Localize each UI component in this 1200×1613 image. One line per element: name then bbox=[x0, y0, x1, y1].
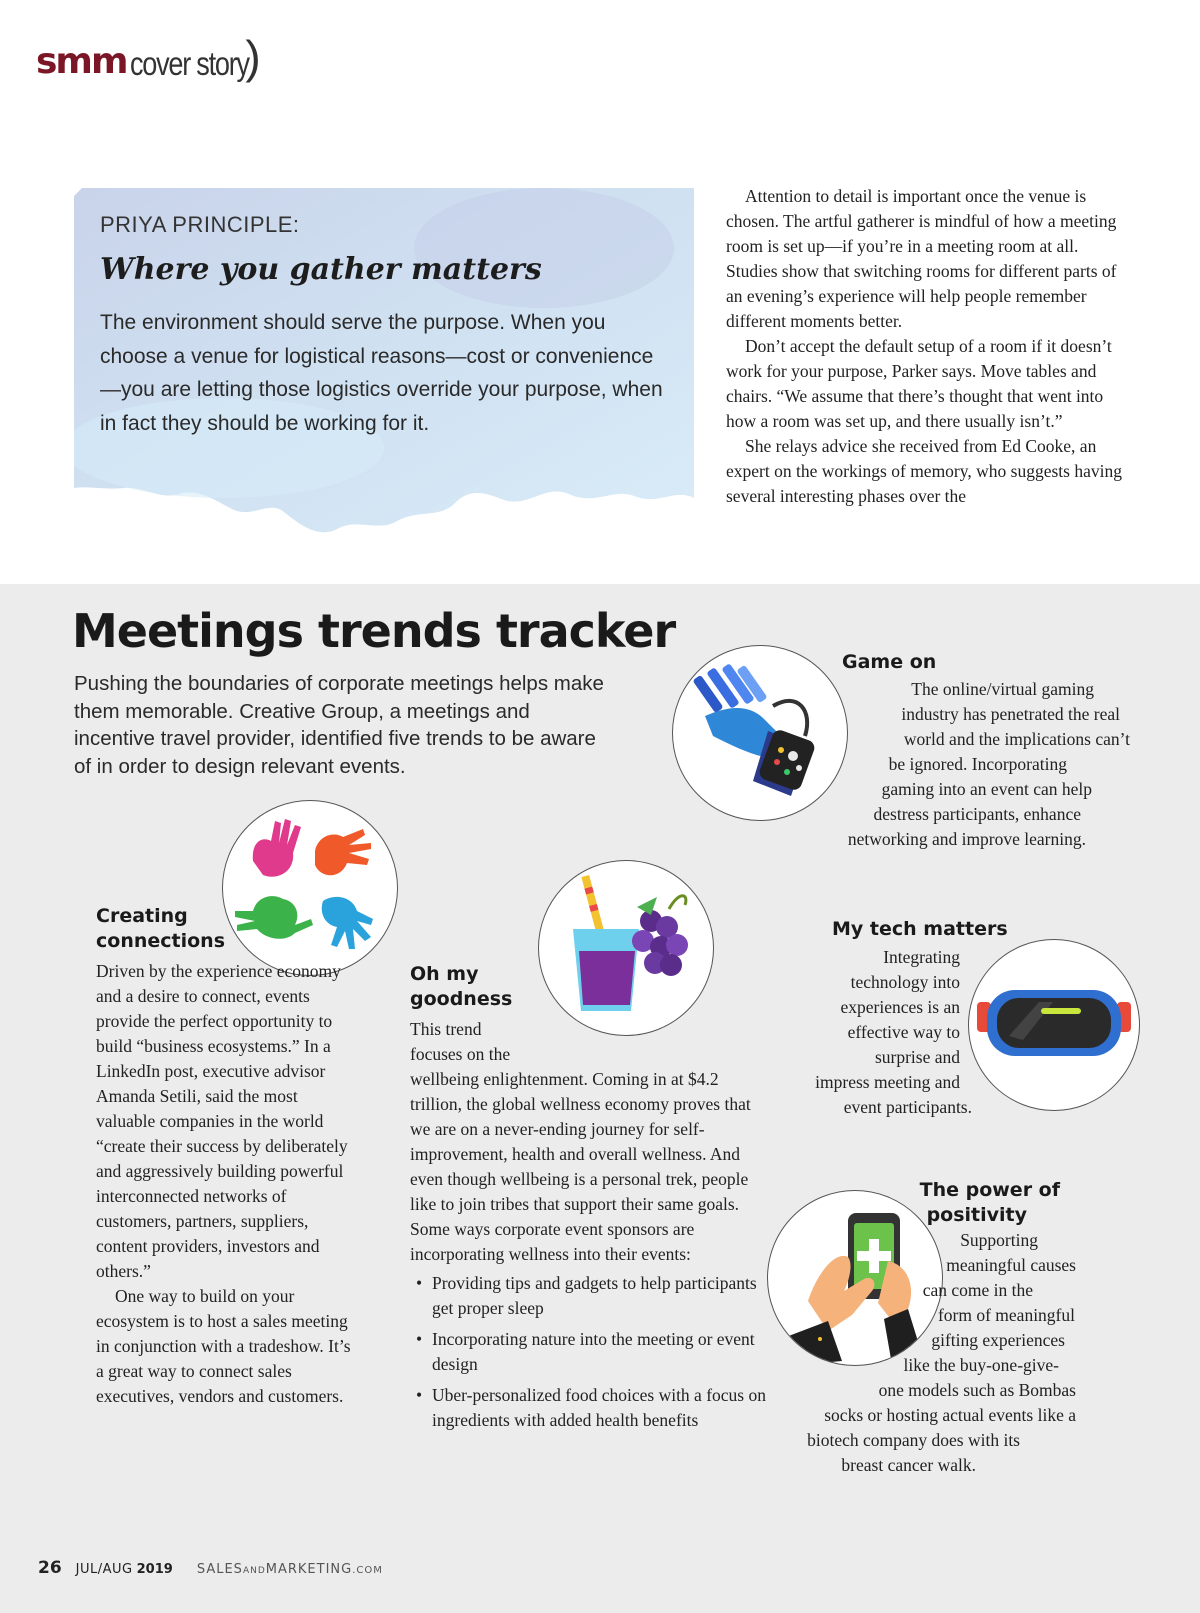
my-tech-matters-text: Integrating technology into experiences is an effective way to surprise and impress meeting and event participants. bbox=[815, 947, 972, 1117]
issue-date: JUL/AUG bbox=[75, 1562, 133, 1577]
tracker-intro: Pushing the boundaries of corporate meetings helps make them memorable. Creative Group, a meetings and incentive travel provider, identified five trends to be aware of in order to design relevant events. bbox=[74, 672, 604, 778]
callout-body: The environment should serve the purpose. When you choose a venue for logistical reasons—cost or convenience—you are letting those logistics override your purpose, when in fact they should be working for it. bbox=[100, 311, 663, 435]
page-number: 26 bbox=[38, 1558, 62, 1578]
creating-paragraph-2: One way to build on your ecosystem is to host a sales meeting in conjunction with a tradeshow. It’s a great way to connect sales executives, vendors and customers. bbox=[96, 1286, 351, 1406]
oh-my-goodness-text: This trend focuses on the wellbeing enlightenment. Coming in at $4.2 trillion, the global wellness economy proves that we are on a never-ending journey for self-improvement, health and overall wellness. And even though wellbeing is a personal trek, people like to join tribes that support their same goals. Some ways corporate event sponsors are incorporating wellness into their events: • Providing tips and gadgets to help participants get proper sleep • Incorporating nature into the meeting or event design • Uber-personalized food choices with a focus on ingredients with added health benefits bbox=[410, 1017, 770, 1439]
website-label: SALESANDMARKETING.COM bbox=[196, 1562, 383, 1577]
power-of-positivity-text: Supporting meaningful causes can come in the form of meaningful gifting experiences like the buy-one-give- one models such as Bombas socks or hosting actual events like a biotech company does with its breast cancer walk. bbox=[807, 1230, 1076, 1475]
vr-headset-icon bbox=[968, 939, 1140, 1111]
section-label: cover story bbox=[130, 45, 250, 82]
list-item: • Incorporating nature into the meeting or event design bbox=[410, 1327, 770, 1377]
my-tech-matters-heading: My tech matters bbox=[832, 918, 1008, 940]
wellness-list bbox=[410, 1271, 770, 1433]
article-paragraph: She relays advice she received from Ed Cooke, an expert on the workings of memory, who suggests having several interesting phases over the bbox=[726, 436, 1122, 506]
article-paragraph: Attention to detail is important once the venue is chosen. The artful gatherer is mindful of how a meeting room is set up—if you’re in a meeting room at all. Studies show that switching rooms for different parts of an evening’s experience will help people remember different moments better. bbox=[726, 186, 1117, 331]
callout-title: Where you gather matters bbox=[100, 252, 542, 287]
list-item: • Providing tips and gadgets to help participants get proper sleep bbox=[410, 1271, 770, 1321]
tracker-title: Meetings trends tracker bbox=[72, 604, 676, 658]
section-bracket: ) bbox=[245, 31, 261, 83]
power-of-positivity-heading: The power of positivity bbox=[919, 1179, 1060, 1226]
page-footer bbox=[38, 1558, 383, 1578]
game-on-heading: Game on bbox=[842, 651, 937, 673]
article-paragraph: Don’t accept the default setup of a room if it doesn’t work for your purpose, Parker says. Move tables and chairs. “We assume that there’s thought that went into how a room was set up, and there usually isn’t.” bbox=[726, 336, 1112, 431]
issue-year: 2019 bbox=[136, 1562, 173, 1577]
creating-paragraph-1: Driven by the experience economy and a desire to connect, events provide the perfect opportunity to build “business ecosystems.” In a LinkedIn post, executive advisor Amanda Setili, said the most valuable companies in the world “create their success by deliberately and aggressively building powerful interconnected networks of customers, partners, suppliers, content providers, investors and others.” bbox=[96, 961, 348, 1281]
brand-logo: smm bbox=[36, 41, 127, 82]
creating-connections-body bbox=[96, 959, 358, 1409]
callout-kicker: PRIYA PRINCIPLE: bbox=[100, 212, 300, 237]
priya-principle-callout bbox=[74, 188, 694, 548]
creating-connections-heading: Creating connections bbox=[96, 905, 226, 952]
colorful-hands-icon bbox=[222, 800, 398, 976]
smoothie-grapes-icon bbox=[538, 860, 714, 1036]
oh-my-goodness-heading: Oh my goodness bbox=[410, 963, 513, 1010]
section-header bbox=[36, 31, 261, 83]
game-on-text: The online/virtual gaming industry has penetrated the real world and the implications can’t be ignored. Incorporating gaming into an event can help destress participants, enhance networking and improve learning. bbox=[847, 679, 1130, 849]
list-item: • Uber-personalized food choices with a focus on ingredients with added health benefits bbox=[410, 1383, 770, 1433]
article-column bbox=[726, 184, 1126, 509]
